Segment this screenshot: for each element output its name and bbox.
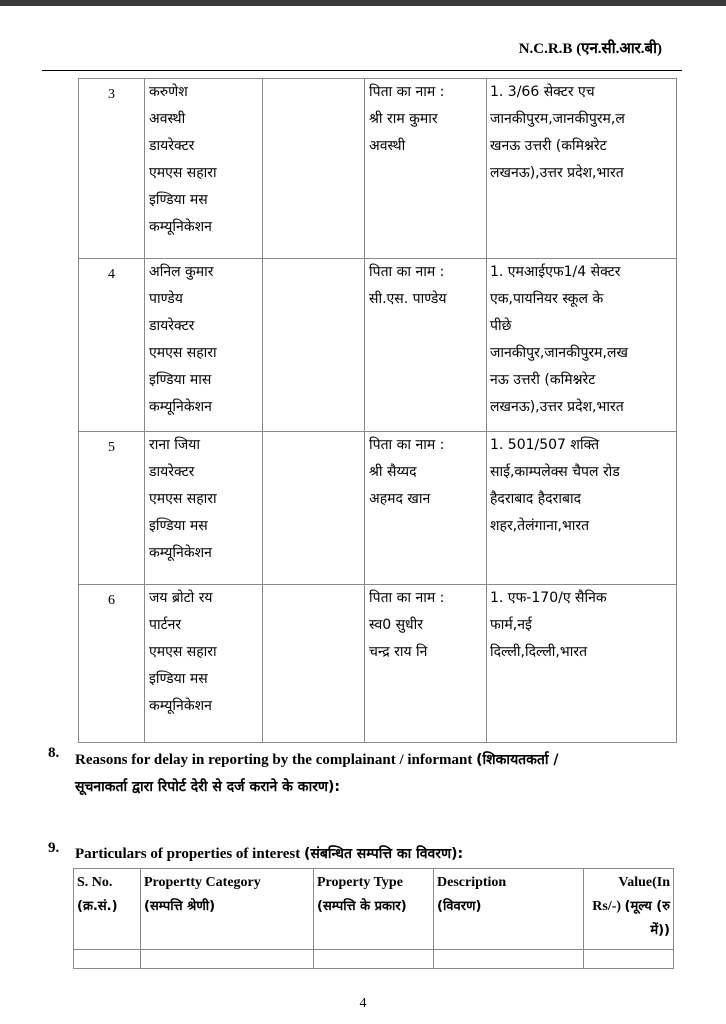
accused-sno: 6 [79, 585, 145, 743]
father-line: पिता का नाम : [369, 264, 445, 280]
accused-name [145, 259, 263, 432]
accused-sno: 5 [79, 432, 145, 585]
name-line: अवस्थी [149, 111, 186, 127]
name-line: कम्यूनिकेशन [149, 219, 212, 235]
agency-header: N.C.R.B (एन.सी.आर.बी) [518, 41, 662, 57]
col-value: Value(In Rs/-) (मूल्य (रु में)) [584, 869, 674, 950]
father-line: पिता का नाम : [369, 590, 445, 606]
name-line: एमएस सहारा [149, 165, 217, 181]
address [487, 79, 677, 259]
col-description: Description (विवरण) [434, 869, 584, 950]
address [487, 585, 677, 743]
empty-cell [434, 950, 584, 969]
name-line: एमएस सहारा [149, 345, 217, 361]
col-category: Propertty Category (सम्पत्ति श्रेणी) [141, 869, 314, 950]
father-name [365, 79, 487, 259]
father-line: स्व0 सुधीर [369, 617, 424, 633]
section-8-text-hi-1: (शिकायतकर्ता / [476, 752, 559, 768]
address [487, 259, 677, 432]
property-header-row [74, 869, 674, 950]
address-line: एक,पायनियर स्कूल के [490, 291, 604, 307]
father-name [365, 432, 487, 585]
address-line: नऊ उत्तरी (कमिश्नरेट [490, 372, 596, 388]
father-line: श्री राम कुमार [369, 111, 438, 127]
col-sno: S. No. (क्र.सं.) [74, 869, 141, 950]
section-8-heading [75, 747, 675, 801]
father-line: सी.एस. पाण्डेय [369, 291, 447, 307]
blank-cell [263, 585, 365, 743]
blank-cell [263, 79, 365, 259]
address-line: 1. 501/507 शक्ति [490, 437, 600, 453]
accused-row [79, 259, 677, 432]
address [487, 432, 677, 585]
address-line: पीछे [490, 318, 512, 334]
name-line: कम्यूनिकेशन [149, 545, 212, 561]
name-line: जय ब्रोटो रय [149, 590, 213, 606]
address-line: 1. एमआईएफ1/4 सेक्टर [490, 264, 621, 280]
address-line: फार्म,नई [490, 617, 532, 633]
section-9-text-hi: (संबन्धित सम्पत्ति का विवरण): [303, 846, 464, 862]
address-line: दिल्ली,दिल्ली,भारत [490, 644, 588, 660]
section-9-text-en: Particulars of properties of interest [75, 846, 301, 862]
empty-cell [141, 950, 314, 969]
property-empty-row [74, 950, 674, 969]
accused-row [79, 585, 677, 743]
accused-name [145, 79, 263, 259]
name-line: एमएस सहारा [149, 491, 217, 507]
address-line: लखनऊ),उत्तर प्रदेश,भारत [490, 165, 624, 181]
father-line: पिता का नाम : [369, 84, 445, 100]
father-line: चन्द्र राय नि [369, 644, 428, 660]
header-rule [42, 70, 682, 71]
father-name [365, 585, 487, 743]
top-border [0, 0, 726, 6]
name-line: एमएस सहारा [149, 644, 217, 660]
empty-cell [74, 950, 141, 969]
address-line: 1. एफ-170/ए सैनिक [490, 590, 607, 606]
name-line: डायरेक्टर [149, 318, 195, 334]
address-line: जानकीपुरम,जानकीपुरम,ल [490, 111, 625, 127]
name-line: डायरेक्टर [149, 138, 195, 154]
accused-name [145, 585, 263, 743]
section-8-number: 8. [48, 745, 60, 761]
name-line: इण्डिया मस [149, 192, 208, 208]
name-line: अनिल कुमार [149, 264, 214, 280]
section-9-heading [75, 841, 675, 868]
father-name [365, 259, 487, 432]
name-line: कम्यूनिकेशन [149, 399, 212, 415]
property-table [73, 868, 674, 969]
address-line: जानकीपुर,जानकीपुरम,लख [490, 345, 628, 361]
empty-cell [584, 950, 674, 969]
address-line: लखनऊ),उत्तर प्रदेश,भारत [490, 399, 624, 415]
address-line: 1. 3/66 सेक्टर एच [490, 84, 595, 100]
accused-table [78, 78, 677, 743]
accused-name [145, 432, 263, 585]
name-line: इण्डिया मास [149, 372, 212, 388]
section-8-text-en: Reasons for delay in reporting by the complainant / informant [75, 752, 473, 768]
address-line: साई,काम्पलेक्स चैपल रोड [490, 464, 620, 480]
father-line: पिता का नाम : [369, 437, 445, 453]
father-line: अहमद खान [369, 491, 431, 507]
name-line: पाण्डेय [149, 291, 183, 307]
father-line: अवस्थी [369, 138, 406, 154]
section-9-number: 9. [48, 840, 60, 856]
blank-cell [263, 432, 365, 585]
section-8-text-hi-2: सूचनाकर्ता द्वारा रिपोर्ट देरी से दर्ज कराने के कारण): [75, 779, 341, 795]
blank-cell [263, 259, 365, 432]
name-line: इण्डिया मस [149, 671, 208, 687]
father-line: श्री सैय्यद [369, 464, 417, 480]
page-number: 4 [359, 996, 367, 1011]
name-line: करुणेश [149, 84, 188, 100]
name-line: कम्यूनिकेशन [149, 698, 212, 714]
address-line: खनऊ उत्तरी (कमिश्नरेट [490, 138, 607, 154]
empty-cell [314, 950, 434, 969]
name-line: डायरेक्टर [149, 464, 195, 480]
address-line: शहर,तेलंगाना,भारत [490, 518, 590, 534]
accused-row [79, 79, 677, 259]
name-line: इण्डिया मस [149, 518, 208, 534]
name-line: राना जिया [149, 437, 200, 453]
name-line: पार्टनर [149, 617, 182, 633]
accused-row [79, 432, 677, 585]
accused-sno: 3 [79, 79, 145, 259]
col-type: Property Type (सम्पत्ति के प्रकार) [314, 869, 434, 950]
accused-sno: 4 [79, 259, 145, 432]
address-line: हैदराबाद हैदराबाद [490, 491, 581, 507]
